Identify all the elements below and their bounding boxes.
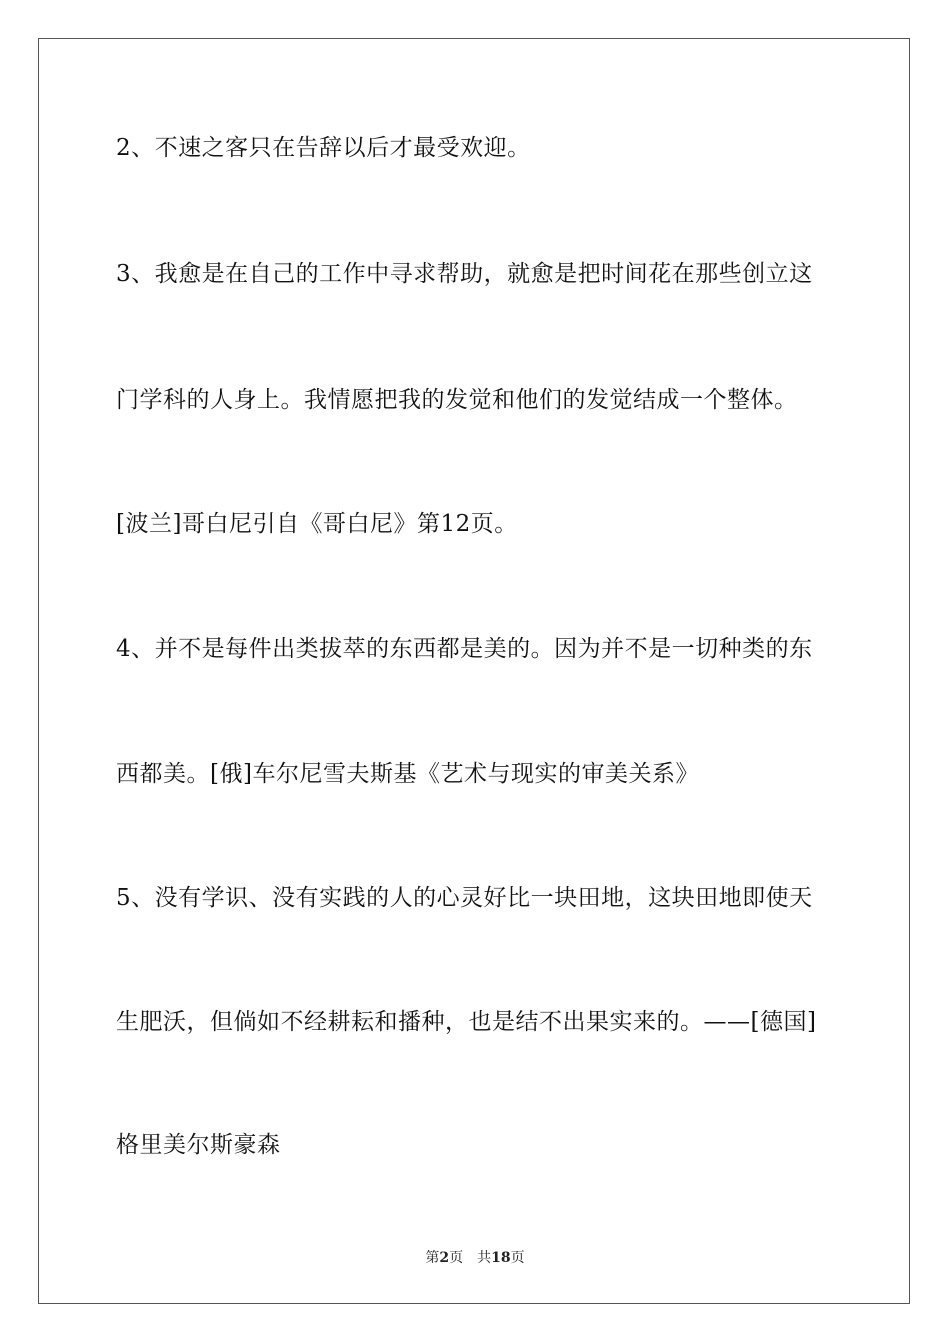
total-prefix: 共 <box>477 1250 492 1266</box>
text-line-8: 生肥沃，但倘如不经耕耘和播种，也是结不出果实来的。——[德国] <box>116 1009 817 1035</box>
page-number: 2 <box>439 1250 450 1266</box>
page-border <box>38 38 910 1304</box>
text-line-4: [波兰]哥白尼引自《哥白尼》第12页。 <box>116 511 518 537</box>
page-suffix: 页 <box>449 1250 464 1266</box>
text-line-1: 2、不速之客只在告辞以后才最受欢迎。 <box>116 135 531 161</box>
page-prefix: 第 <box>425 1250 440 1266</box>
total-suffix: 页 <box>510 1250 525 1266</box>
page-footer <box>0 1249 950 1267</box>
text-line-2: 3、我愈是在自己的工作中寻求帮助，就愈是把时间花在那些创立这 <box>116 261 813 287</box>
text-line-6: 西都美。[俄]车尔尼雪夫斯基《艺术与现实的审美关系》 <box>116 761 699 787</box>
text-line-3: 门学科的人身上。我情愿把我的发觉和他们的发觉结成一个整体。 <box>116 387 798 413</box>
total-pages: 18 <box>491 1250 511 1266</box>
text-line-5: 4、并不是每件出类拔萃的东西都是美的。因为并不是一切种类的东 <box>116 636 813 662</box>
text-line-7: 5、没有学识、没有实践的人的心灵好比一块田地，这块田地即使天 <box>116 885 813 911</box>
text-line-9: 格里美尔斯豪森 <box>116 1132 281 1158</box>
